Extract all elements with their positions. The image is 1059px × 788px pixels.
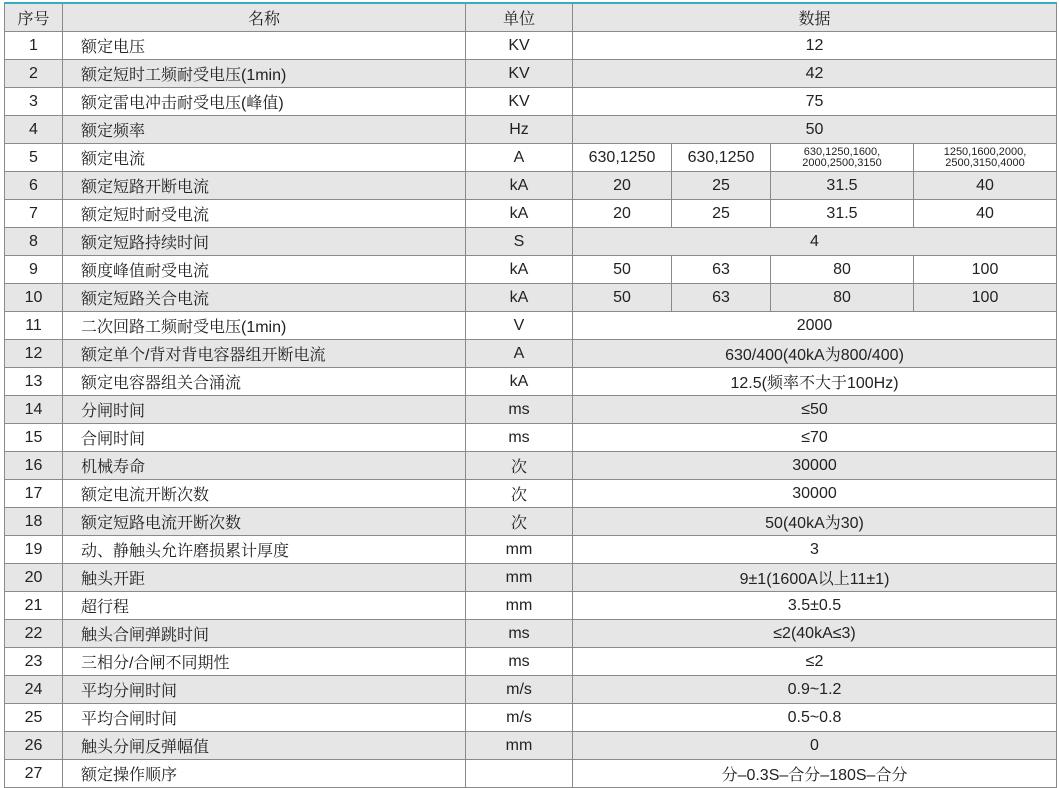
row-no: 16 bbox=[5, 452, 63, 480]
row-data-col2: 63 bbox=[672, 284, 771, 312]
row-data-col1: 630,1250 bbox=[573, 144, 672, 172]
row-name: 额定电流开断次数 bbox=[63, 480, 466, 508]
row-data: ≤50 bbox=[573, 396, 1057, 424]
table-row bbox=[5, 340, 1057, 368]
header-no: 序号 bbox=[5, 3, 63, 32]
row-unit: ms bbox=[466, 620, 573, 648]
row-name: 超行程 bbox=[63, 592, 466, 620]
row-data: ≤2 bbox=[573, 648, 1057, 676]
row-data-col3: 31.5 bbox=[771, 200, 914, 228]
table-row bbox=[5, 620, 1057, 648]
row-unit: kA bbox=[466, 284, 573, 312]
row-no: 6 bbox=[5, 172, 63, 200]
row-unit: 次 bbox=[466, 508, 573, 536]
row-data: 3 bbox=[573, 536, 1057, 564]
table-row bbox=[5, 760, 1057, 788]
table-row bbox=[5, 32, 1057, 60]
row-no: 15 bbox=[5, 424, 63, 452]
row-unit: mm bbox=[466, 564, 573, 592]
row-name: 平均合闸时间 bbox=[63, 704, 466, 732]
row-data-col2: 63 bbox=[672, 256, 771, 284]
row-name: 额定操作顺序 bbox=[63, 760, 466, 788]
row-data: 分–0.3S–合分–180S–合分 bbox=[573, 760, 1057, 788]
row-data: 0.5~0.8 bbox=[573, 704, 1057, 732]
row-data-col1: 20 bbox=[573, 172, 672, 200]
row-no: 25 bbox=[5, 704, 63, 732]
row-no: 2 bbox=[5, 60, 63, 88]
row-data-col3 bbox=[771, 144, 914, 172]
header-row bbox=[5, 3, 1057, 32]
row-data-col4: 100 bbox=[914, 256, 1057, 284]
row-data-col4: 40 bbox=[914, 200, 1057, 228]
row-name: 平均分闸时间 bbox=[63, 676, 466, 704]
row-data-col1: 50 bbox=[573, 256, 672, 284]
row-unit: m/s bbox=[466, 676, 573, 704]
row-data: 2000 bbox=[573, 312, 1057, 340]
row-name: 额定短时工频耐受电压(1min) bbox=[63, 60, 466, 88]
row-no: 23 bbox=[5, 648, 63, 676]
row-no: 17 bbox=[5, 480, 63, 508]
row-name: 额定电容器组关合涌流 bbox=[63, 368, 466, 396]
row-data-col2: 25 bbox=[672, 172, 771, 200]
row-no: 8 bbox=[5, 228, 63, 256]
table-row bbox=[5, 116, 1057, 144]
row-no: 19 bbox=[5, 536, 63, 564]
row-name: 额定短路开断电流 bbox=[63, 172, 466, 200]
row-data: 4 bbox=[573, 228, 1057, 256]
row-name: 额度峰值耐受电流 bbox=[63, 256, 466, 284]
row-data-col2: 630,1250 bbox=[672, 144, 771, 172]
row-data: 75 bbox=[573, 88, 1057, 116]
row-data: 50(40kA为30) bbox=[573, 508, 1057, 536]
row-name: 额定短路关合电流 bbox=[63, 284, 466, 312]
row-name: 额定单个/背对背电容器组开断电流 bbox=[63, 340, 466, 368]
row-unit: ms bbox=[466, 396, 573, 424]
spec-table bbox=[4, 2, 1057, 788]
header-name: 名称 bbox=[63, 3, 466, 32]
row-unit: mm bbox=[466, 732, 573, 760]
table-row bbox=[5, 396, 1057, 424]
row-data: ≤2(40kA≤3) bbox=[573, 620, 1057, 648]
table-row bbox=[5, 536, 1057, 564]
row-unit: KV bbox=[466, 88, 573, 116]
row-unit: ms bbox=[466, 648, 573, 676]
row-name: 机械寿命 bbox=[63, 452, 466, 480]
row-no: 21 bbox=[5, 592, 63, 620]
row-no: 1 bbox=[5, 32, 63, 60]
row-unit: kA bbox=[466, 256, 573, 284]
row-unit: mm bbox=[466, 536, 573, 564]
table-row bbox=[5, 564, 1057, 592]
row-unit: mm bbox=[466, 592, 573, 620]
row-data-col3-line2: 2000,2500,3150 bbox=[802, 156, 882, 169]
row-name: 额定电压 bbox=[63, 32, 466, 60]
row-no: 11 bbox=[5, 312, 63, 340]
table-row bbox=[5, 704, 1057, 732]
table-row bbox=[5, 88, 1057, 116]
header-data: 数据 bbox=[573, 3, 1057, 32]
row-unit: 次 bbox=[466, 480, 573, 508]
row-unit: kA bbox=[466, 172, 573, 200]
row-data-col1: 50 bbox=[573, 284, 672, 312]
table-row bbox=[5, 60, 1057, 88]
row-unit: ms bbox=[466, 424, 573, 452]
table-row bbox=[5, 200, 1057, 228]
row-no: 26 bbox=[5, 732, 63, 760]
table-row bbox=[5, 648, 1057, 676]
row-unit: A bbox=[466, 144, 573, 172]
row-data: 30000 bbox=[573, 452, 1057, 480]
row-data-col3-line1: 630,1250,1600, bbox=[803, 145, 881, 158]
row-data-col3: 80 bbox=[771, 256, 914, 284]
table-row bbox=[5, 592, 1057, 620]
row-unit: 次 bbox=[466, 452, 573, 480]
row-name: 二次回路工频耐受电压(1min) bbox=[63, 312, 466, 340]
row-name: 额定短时耐受电流 bbox=[63, 200, 466, 228]
row-unit bbox=[466, 760, 573, 788]
row-data: 3.5±0.5 bbox=[573, 592, 1057, 620]
row-data: 630/400(40kA为800/400) bbox=[573, 340, 1057, 368]
row-unit: V bbox=[466, 312, 573, 340]
row-name: 触头开距 bbox=[63, 564, 466, 592]
row-data-col2: 25 bbox=[672, 200, 771, 228]
row-no: 27 bbox=[5, 760, 63, 788]
row-no: 5 bbox=[5, 144, 63, 172]
row-name: 动、静触头允许磨损累计厚度 bbox=[63, 536, 466, 564]
row-data-col4-line2: 2500,3150,4000 bbox=[945, 156, 1025, 169]
row-data-col4 bbox=[914, 144, 1057, 172]
row-name: 额定雷电冲击耐受电压(峰值) bbox=[63, 88, 466, 116]
row-name: 额定短路持续时间 bbox=[63, 228, 466, 256]
row-unit: kA bbox=[466, 368, 573, 396]
row-data-col1: 20 bbox=[573, 200, 672, 228]
table-row bbox=[5, 424, 1057, 452]
row-unit: kA bbox=[466, 200, 573, 228]
row-data-col4-line1: 1250,1600,2000, bbox=[943, 145, 1027, 158]
row-data-col3: 80 bbox=[771, 284, 914, 312]
row-data: ≤70 bbox=[573, 424, 1057, 452]
table-row bbox=[5, 508, 1057, 536]
row-no: 13 bbox=[5, 368, 63, 396]
row-name: 触头分闸反弹幅值 bbox=[63, 732, 466, 760]
row-data: 42 bbox=[573, 60, 1057, 88]
row-unit: KV bbox=[466, 32, 573, 60]
row-no: 9 bbox=[5, 256, 63, 284]
header-unit: 单位 bbox=[466, 3, 573, 32]
table-row bbox=[5, 676, 1057, 704]
table-row bbox=[5, 732, 1057, 760]
row-unit: A bbox=[466, 340, 573, 368]
row-no: 10 bbox=[5, 284, 63, 312]
row-unit: Hz bbox=[466, 116, 573, 144]
row-data: 12 bbox=[573, 32, 1057, 60]
row-name: 额定频率 bbox=[63, 116, 466, 144]
row-data: 9±1(1600A以上11±1) bbox=[573, 564, 1057, 592]
row-unit: m/s bbox=[466, 704, 573, 732]
row-data: 12.5(频率不大于100Hz) bbox=[573, 368, 1057, 396]
row-name: 触头合闸弹跳时间 bbox=[63, 620, 466, 648]
row-data: 30000 bbox=[573, 480, 1057, 508]
table-row bbox=[5, 452, 1057, 480]
row-data-col4: 100 bbox=[914, 284, 1057, 312]
row-data: 0.9~1.2 bbox=[573, 676, 1057, 704]
row-name: 额定电流 bbox=[63, 144, 466, 172]
row-no: 4 bbox=[5, 116, 63, 144]
table-row bbox=[5, 144, 1057, 172]
row-name: 额定短路电流开断次数 bbox=[63, 508, 466, 536]
row-data: 0 bbox=[573, 732, 1057, 760]
row-unit: S bbox=[466, 228, 573, 256]
row-no: 12 bbox=[5, 340, 63, 368]
row-data-col4: 40 bbox=[914, 172, 1057, 200]
table-row bbox=[5, 480, 1057, 508]
row-data: 50 bbox=[573, 116, 1057, 144]
row-no: 3 bbox=[5, 88, 63, 116]
row-no: 24 bbox=[5, 676, 63, 704]
row-name: 合闸时间 bbox=[63, 424, 466, 452]
row-data-col3: 31.5 bbox=[771, 172, 914, 200]
row-no: 22 bbox=[5, 620, 63, 648]
table-row bbox=[5, 256, 1057, 284]
table-row bbox=[5, 172, 1057, 200]
table-row bbox=[5, 368, 1057, 396]
table-row bbox=[5, 312, 1057, 340]
table-row bbox=[5, 228, 1057, 256]
row-unit: KV bbox=[466, 60, 573, 88]
row-name: 三相分/合闸不同期性 bbox=[63, 648, 466, 676]
row-no: 14 bbox=[5, 396, 63, 424]
row-name: 分闸时间 bbox=[63, 396, 466, 424]
row-no: 20 bbox=[5, 564, 63, 592]
row-no: 7 bbox=[5, 200, 63, 228]
row-no: 18 bbox=[5, 508, 63, 536]
table-row bbox=[5, 284, 1057, 312]
